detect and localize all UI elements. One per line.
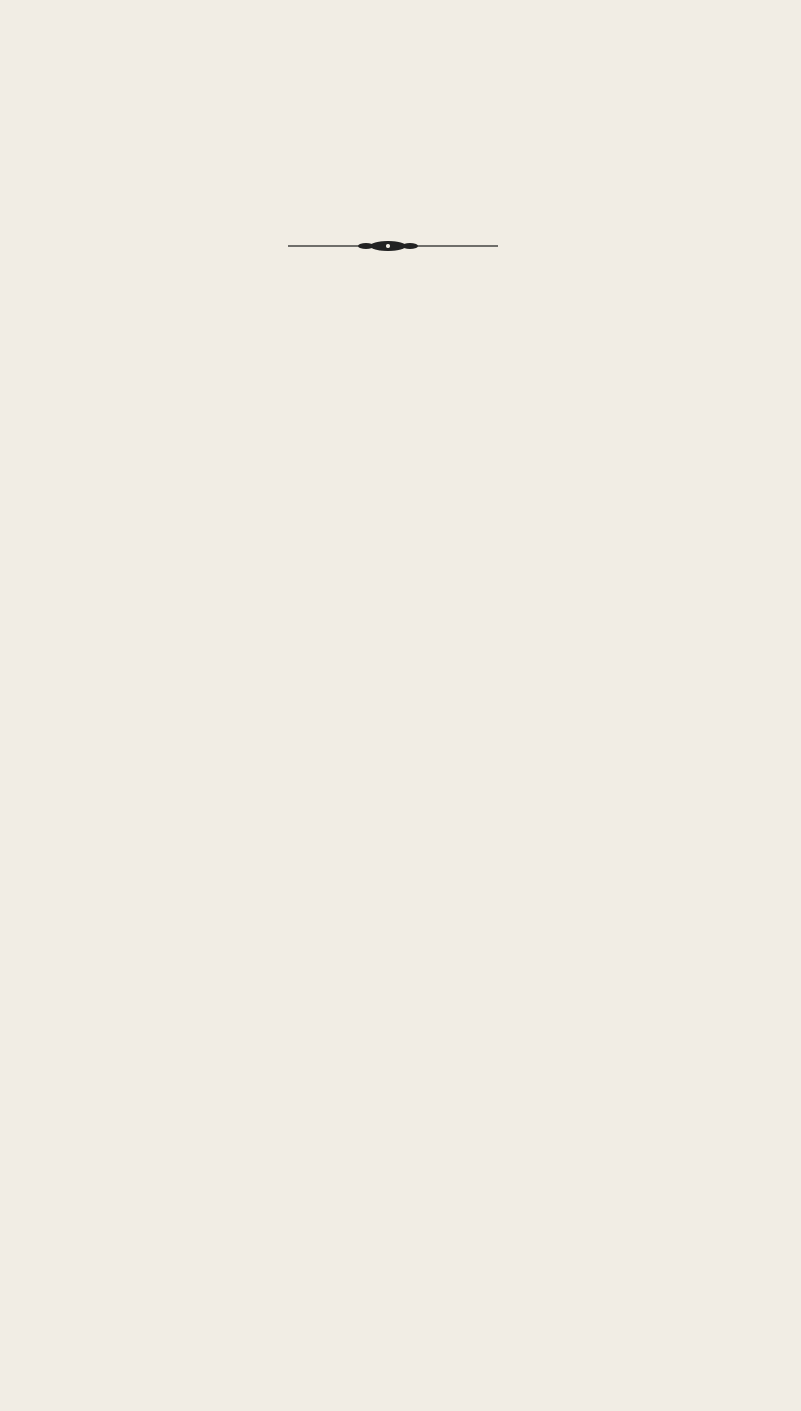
- ornament-divider: [288, 239, 498, 253]
